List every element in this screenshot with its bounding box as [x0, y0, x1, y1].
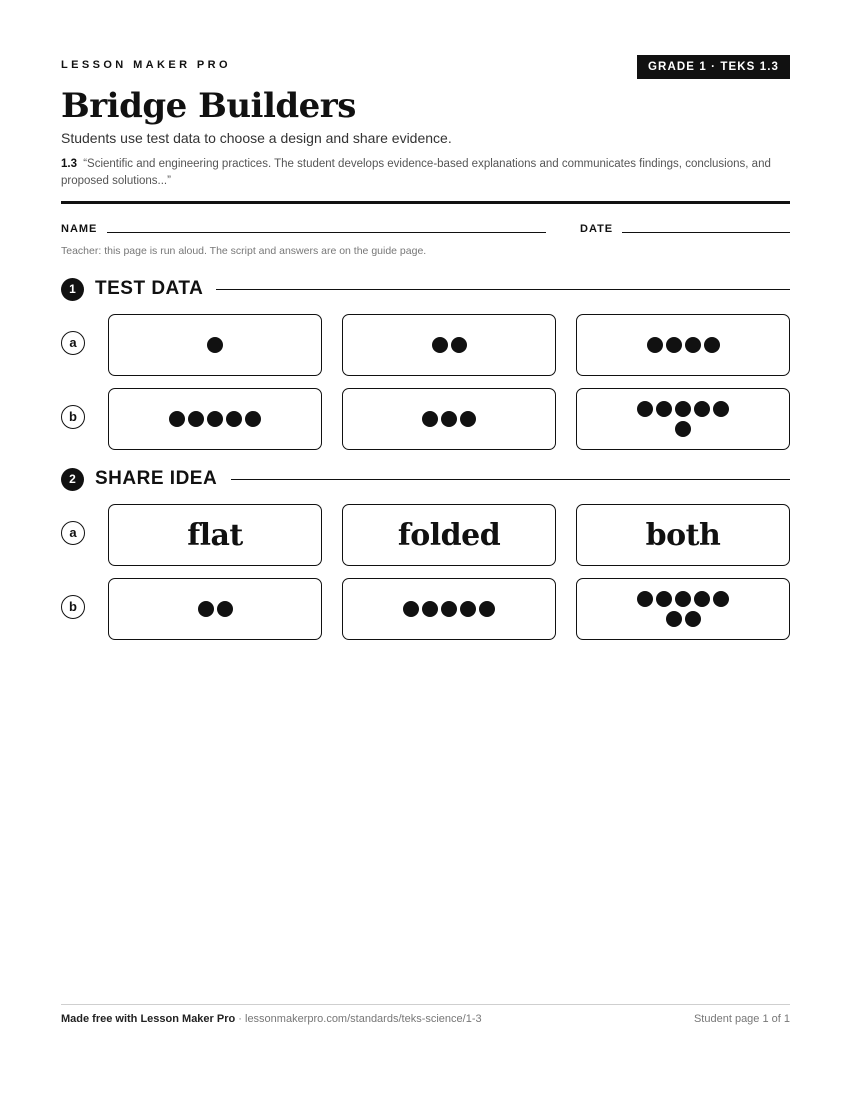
dot-row — [637, 401, 729, 417]
footer-made-by: Made free with Lesson Maker Pro — [61, 1013, 236, 1025]
answer-card[interactable] — [108, 388, 322, 450]
answer-row-a — [61, 314, 790, 376]
answer-card[interactable] — [108, 504, 322, 566]
count-dot — [666, 611, 682, 627]
dot-row — [207, 337, 223, 353]
count-dot — [432, 337, 448, 353]
footer-url[interactable]: lessonmakerpro.com/standards/teks-science/1-3 — [245, 1013, 482, 1025]
footer-divider — [61, 1004, 790, 1005]
dot-row — [169, 411, 261, 427]
count-dot — [207, 337, 223, 353]
answer-card[interactable] — [342, 578, 556, 640]
section-rule — [231, 479, 790, 480]
teacher-note: Teacher: this page is run aloud. The script and answers are on the guide page. — [61, 245, 427, 257]
section-header — [61, 466, 790, 492]
section-title: SHARE IDEA — [95, 466, 229, 492]
section-title: TEST DATA — [95, 276, 215, 302]
section-number-badge: 1 — [61, 278, 84, 301]
count-dot — [637, 591, 653, 607]
count-dot — [675, 591, 691, 607]
footer-page-number: Student page 1 of 1 — [693, 1013, 790, 1025]
answer-row-b — [61, 388, 790, 450]
count-dot — [685, 337, 701, 353]
name-label: NAME — [61, 223, 98, 235]
count-dot — [169, 411, 185, 427]
count-dot — [666, 337, 682, 353]
dot-row — [647, 337, 720, 353]
answer-card[interactable] — [576, 388, 790, 450]
count-dot — [713, 401, 729, 417]
row-letter-marker: b — [61, 405, 85, 429]
section-rule — [216, 289, 790, 290]
answer-card[interactable] — [108, 314, 322, 376]
page-subtitle: Students use test data to choose a design and share evidence. — [61, 130, 452, 146]
dot-row — [666, 611, 701, 627]
count-dot — [188, 411, 204, 427]
standard-description — [61, 156, 790, 190]
name-field[interactable] — [107, 232, 546, 233]
worksheet-page — [61, 0, 790, 1100]
footer-credit — [61, 1013, 482, 1025]
row-letter-marker: b — [61, 595, 85, 619]
dot-row — [675, 421, 691, 437]
answer-card[interactable] — [576, 314, 790, 376]
count-dot — [704, 337, 720, 353]
row-letter-marker: a — [61, 331, 85, 355]
answer-card[interactable] — [342, 388, 556, 450]
brand-name: LESSON MAKER PRO — [61, 59, 231, 71]
count-dot — [647, 337, 663, 353]
count-dot — [441, 411, 457, 427]
row-letter-marker: a — [61, 521, 85, 545]
footer-separator: · — [235, 1013, 245, 1025]
count-dot — [713, 591, 729, 607]
count-dot — [245, 411, 261, 427]
count-dot — [479, 601, 495, 617]
count-dot — [403, 601, 419, 617]
answer-card[interactable] — [576, 578, 790, 640]
count-dot — [656, 591, 672, 607]
count-dot — [441, 601, 457, 617]
answer-card[interactable] — [108, 578, 322, 640]
date-label: DATE — [580, 223, 614, 235]
answer-row-a — [61, 504, 790, 566]
answer-word: both — [645, 517, 721, 553]
header-divider — [61, 201, 790, 204]
count-dot — [198, 601, 214, 617]
count-dot — [207, 411, 223, 427]
answer-row-b — [61, 578, 790, 640]
dot-row — [637, 591, 729, 607]
count-dot — [422, 411, 438, 427]
count-dot — [637, 401, 653, 417]
answer-card[interactable] — [342, 504, 556, 566]
answer-card[interactable] — [342, 314, 556, 376]
count-dot — [675, 401, 691, 417]
dot-row — [198, 601, 233, 617]
count-dot — [460, 601, 476, 617]
count-dot — [685, 611, 701, 627]
count-dot — [422, 601, 438, 617]
standard-text: “Scientific and engineering practices. The student develops evidence-based explanations and communicates findings, conclusions, and proposed solutions...” — [61, 158, 771, 187]
count-dot — [694, 591, 710, 607]
count-dot — [694, 401, 710, 417]
answer-word: folded — [397, 517, 501, 553]
grade-badge: GRADE 1 · TEKS 1.3 — [637, 55, 790, 79]
dot-row — [432, 337, 467, 353]
page-title: Bridge Builders — [61, 86, 356, 126]
count-dot — [656, 401, 672, 417]
answer-word: flat — [187, 517, 243, 553]
count-dot — [451, 337, 467, 353]
dot-row — [422, 411, 476, 427]
date-field[interactable] — [622, 232, 790, 233]
count-dot — [675, 421, 691, 437]
count-dot — [226, 411, 242, 427]
dot-row — [403, 601, 495, 617]
section-number-badge: 2 — [61, 468, 84, 491]
count-dot — [217, 601, 233, 617]
answer-card[interactable] — [576, 504, 790, 566]
section-header — [61, 276, 790, 302]
standard-code: 1.3 — [61, 158, 77, 170]
count-dot — [460, 411, 476, 427]
